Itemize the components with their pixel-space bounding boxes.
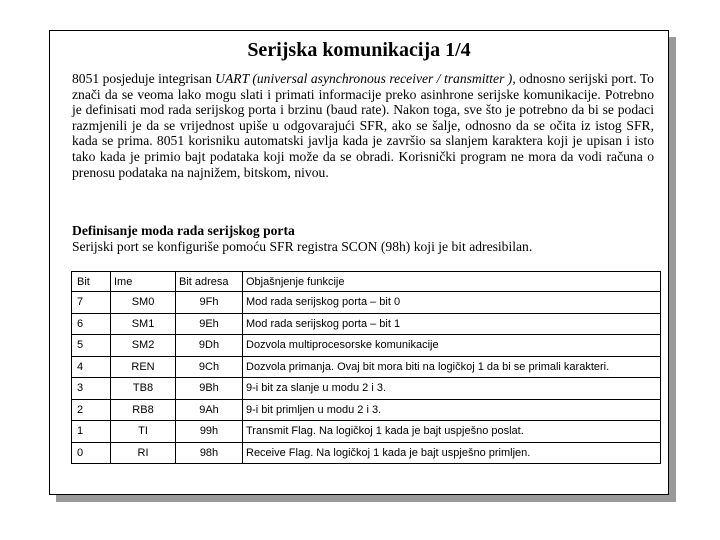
header-bit: Bit: [72, 272, 111, 292]
cell-name: REN: [111, 356, 176, 378]
section-text: Serijski port se konfiguriše pomoću SFR registra SCON (98h) koji je bit adresibilan.: [72, 239, 533, 254]
cell-bit-address: 9Dh: [176, 335, 243, 357]
table-row: [72, 292, 661, 314]
cell-name: RI: [111, 442, 176, 464]
table-row: [72, 313, 661, 335]
cell-description: 9-i bit primljen u modu 2 i 3.: [243, 399, 661, 421]
cell-name: RB8: [111, 399, 176, 421]
cell-bit: 2: [72, 399, 111, 421]
cell-bit: 3: [72, 378, 111, 400]
cell-bit: 7: [72, 292, 111, 314]
intro-uart-italic: UART (universal asynchronous receiver / transmitter ): [215, 71, 513, 86]
cell-description: Transmit Flag. Na logičkoj 1 kada je bajt uspješno poslat.: [243, 421, 661, 443]
cell-bit-address: 9Bh: [176, 378, 243, 400]
intro-text-start: 8051 posjeduje integrisan: [72, 71, 216, 86]
table-row: [72, 335, 661, 357]
section-heading: Definisanje moda rada serijskog porta: [72, 223, 295, 238]
table-row: [72, 356, 661, 378]
cell-bit-address: 9Fh: [176, 292, 243, 314]
cell-bit-address: 9Eh: [176, 313, 243, 335]
cell-description: 9-i bit za slanje u modu 2 i 3.: [243, 378, 661, 400]
slide-title: Serijska komunikacija 1/4: [247, 39, 471, 61]
cell-bit-address: 99h: [176, 421, 243, 443]
slide: [49, 30, 669, 495]
scon-register-table: [71, 271, 661, 464]
cell-description: Dozvola multiprocesorske komunikacije: [243, 335, 661, 357]
table-row: [72, 378, 661, 400]
cell-bit-address: 9Ch: [176, 356, 243, 378]
intro-paragraph: [72, 71, 654, 180]
cell-bit: 6: [72, 313, 111, 335]
table-row: [72, 421, 661, 443]
cell-name: TI: [111, 421, 176, 443]
table-row: [72, 442, 661, 464]
cell-bit-address: 98h: [176, 442, 243, 464]
cell-bit: 4: [72, 356, 111, 378]
cell-description: Dozvola primanja. Ovaj bit mora biti na logičkoj 1 da bi se primali karakteri.: [243, 356, 661, 378]
cell-description: Receive Flag. Na logičkoj 1 kada je bajt uspješno primljen.: [243, 442, 661, 464]
table-row: [72, 399, 661, 421]
header-name: Ime: [111, 272, 176, 292]
cell-name: TB8: [111, 378, 176, 400]
cell-bit: 5: [72, 335, 111, 357]
cell-name: SM2: [111, 335, 176, 357]
header-description: Objašnjenje funkcije: [243, 272, 661, 292]
cell-bit: 0: [72, 442, 111, 464]
cell-description: Mod rada serijskog porta – bit 1: [243, 313, 661, 335]
cell-description: Mod rada serijskog porta – bit 0: [243, 292, 661, 314]
table-header-row: [72, 272, 661, 292]
header-bit-address: Bit adresa: [176, 272, 243, 292]
cell-name: SM1: [111, 313, 176, 335]
cell-name: SM0: [111, 292, 176, 314]
cell-bit-address: 9Ah: [176, 399, 243, 421]
cell-bit: 1: [72, 421, 111, 443]
intro-text-end: , odnosno serijski port. To znači da se veoma lako mogu slati i primati informacije preko asinhrone serijske komunikacije. Potrebno je definisati mod rada serijskog porta i brzinu (baud rate). Nakon toga, sve što je potrebno da bi se podaci razmjenili je da se vrijednost upiše u odgovarajući SFR, ako se šalje, odnosno da se očita iz istog SFR, kada se prima. 8051 korisniku automatski javlja kada je završio sa slanjem karaktera koji je upisan i isto tako kada je primio bajt podataka koji može da se obradi. Korisnički program ne mora da vodi računa o prenosu podataka na najnižem, bitskom, nivou.: [72, 71, 654, 180]
